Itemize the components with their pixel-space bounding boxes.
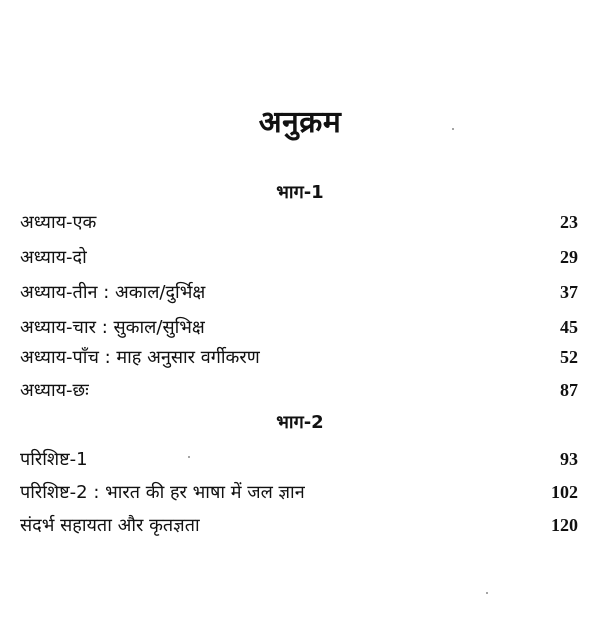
page-title: अनुक्रम (258, 105, 342, 140)
toc-entry-label: अध्याय-तीन : अकाल/दुर्भिक्ष (20, 282, 206, 303)
toc-entry[interactable] (20, 312, 578, 342)
section-heading-part-1: भाग-1 (276, 182, 324, 203)
scan-speck (452, 128, 454, 130)
toc-entry-label: संदर्भ सहायता और कृतज्ञता (20, 515, 200, 536)
toc-entry[interactable] (20, 277, 578, 307)
toc-entry[interactable] (20, 375, 578, 405)
section-heading-part-2: भाग-2 (276, 412, 324, 433)
toc-entry-page: 37 (560, 281, 578, 302)
toc-entry-page: 23 (560, 211, 578, 232)
toc-entry[interactable] (20, 242, 578, 272)
toc-entry-page: 52 (560, 346, 578, 367)
toc-entry-label: अध्याय-दो (20, 247, 87, 268)
toc-entry-page: 102 (551, 481, 578, 502)
toc-entry-label: अध्याय-छः (20, 380, 89, 401)
toc-entry-page: 87 (560, 379, 578, 400)
toc-entry[interactable] (20, 207, 578, 237)
toc-entry[interactable] (20, 510, 578, 540)
toc-entry[interactable] (20, 444, 578, 474)
toc-entry-page: 93 (560, 448, 578, 469)
toc-entry-label: परिशिष्ट-1 (20, 449, 88, 470)
toc-entry-label: अध्याय-पाँच : माह अनुसार वर्गीकरण (20, 347, 260, 368)
toc-entry-label: अध्याय-एक (20, 212, 97, 233)
toc-entry-page: 29 (560, 246, 578, 267)
toc-entry-page: 45 (560, 316, 578, 337)
toc-entry-label: परिशिष्ट-2 : भारत की हर भाषा में जल ज्ञान (20, 482, 305, 503)
toc-entry[interactable] (20, 477, 578, 507)
toc-entry-label: अध्याय-चार : सुकाल/सुभिक्ष (20, 317, 205, 338)
scan-speck (188, 456, 190, 458)
scan-speck (486, 592, 488, 594)
toc-entry-page: 120 (551, 514, 578, 535)
toc-entry[interactable] (20, 342, 578, 372)
